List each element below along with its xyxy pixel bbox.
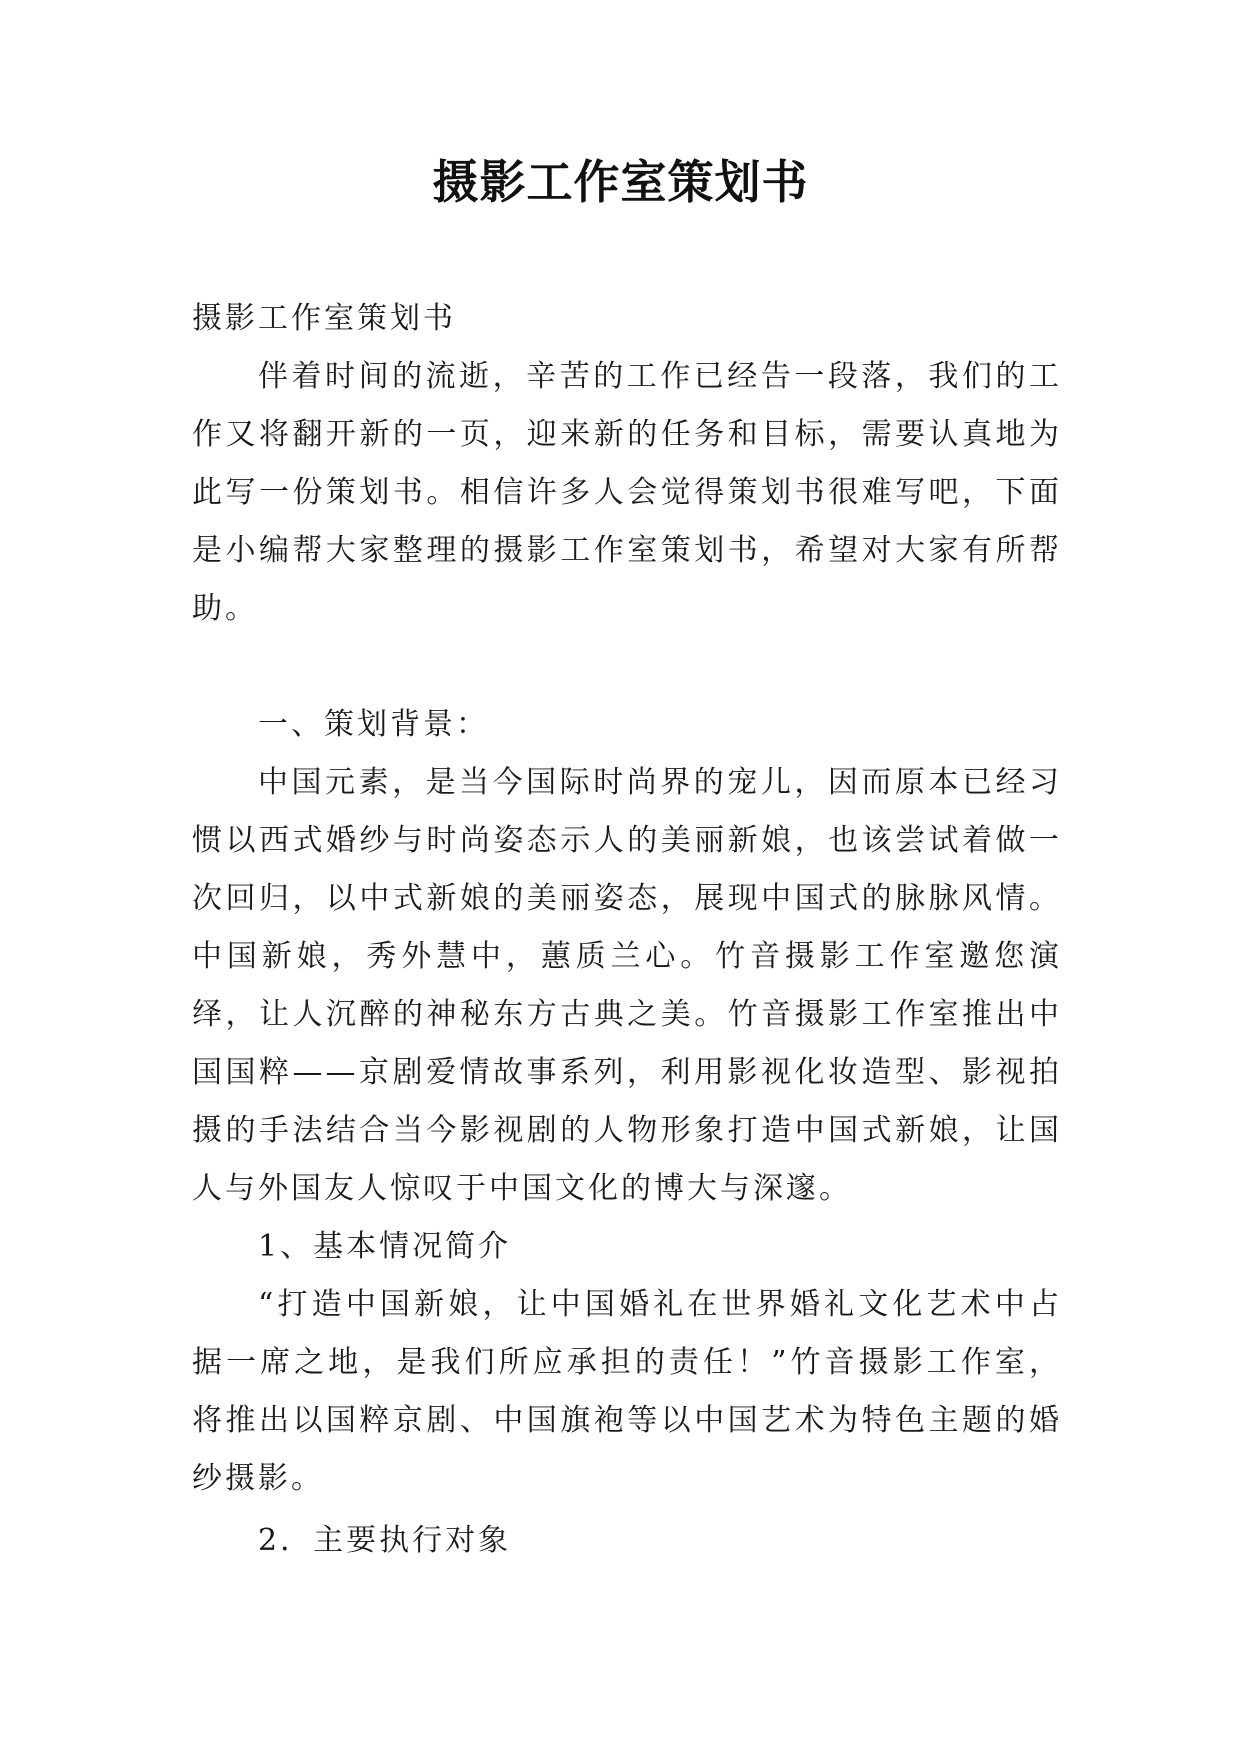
subsection-heading-targets: 2．主要执行对象 xyxy=(258,1523,512,1558)
intro-paragraph: 伴着时间的流逝，辛苦的工作已经告一段落，我们的工作又将翻开新的一页，迎来新的任务和目标，需要认真地为此写一份策划书。相信许多人会觉得策划书很难写吧，下面是小编帮大家整理的摄影工作室策划书，希望对大家有所帮助。 xyxy=(192,359,1062,626)
overview-paragraph: “打造中国新娘，让中国婚礼在世界婚礼文化艺术中占据一席之地，是我们所应承担的责任！”竹音摄影工作室，将推出以国粹京剧、中国旗袍等以中国艺术为特色主题的婚纱摄影。 xyxy=(192,1287,1062,1496)
background-paragraph: 中国元素，是当今国际时尚界的宠儿，因而原本已经习惯以西式婚纱与时尚姿态示人的美丽新娘，也该尝试着做一次回归，以中式新娘的美丽姿态，展现中国式的脉脉风情。中国新娘，秀外慧中，蕙质兰心。竹音摄影工作室邀您演绎，让人沉醉的神秘东方古典之美。竹音摄影工作室推出中国国粹——京剧爱情故事系列，利用影视化妆造型、影视拍摄的手法结合当今影视剧的人物形象打造中国式新娘，让国人与外国友人惊叹于中国文化的博大与深邃。 xyxy=(192,765,1062,1206)
subtitle-paragraph: 摄影工作室策划书 xyxy=(192,301,456,336)
document-body xyxy=(192,290,1062,1570)
paragraph-spacer xyxy=(192,638,1062,696)
section-heading-background: 一、策划背景： xyxy=(258,707,489,742)
document-title: 摄影工作室策划书 xyxy=(432,155,809,209)
subsection-heading-overview: 1、基本情况简介 xyxy=(258,1229,512,1264)
